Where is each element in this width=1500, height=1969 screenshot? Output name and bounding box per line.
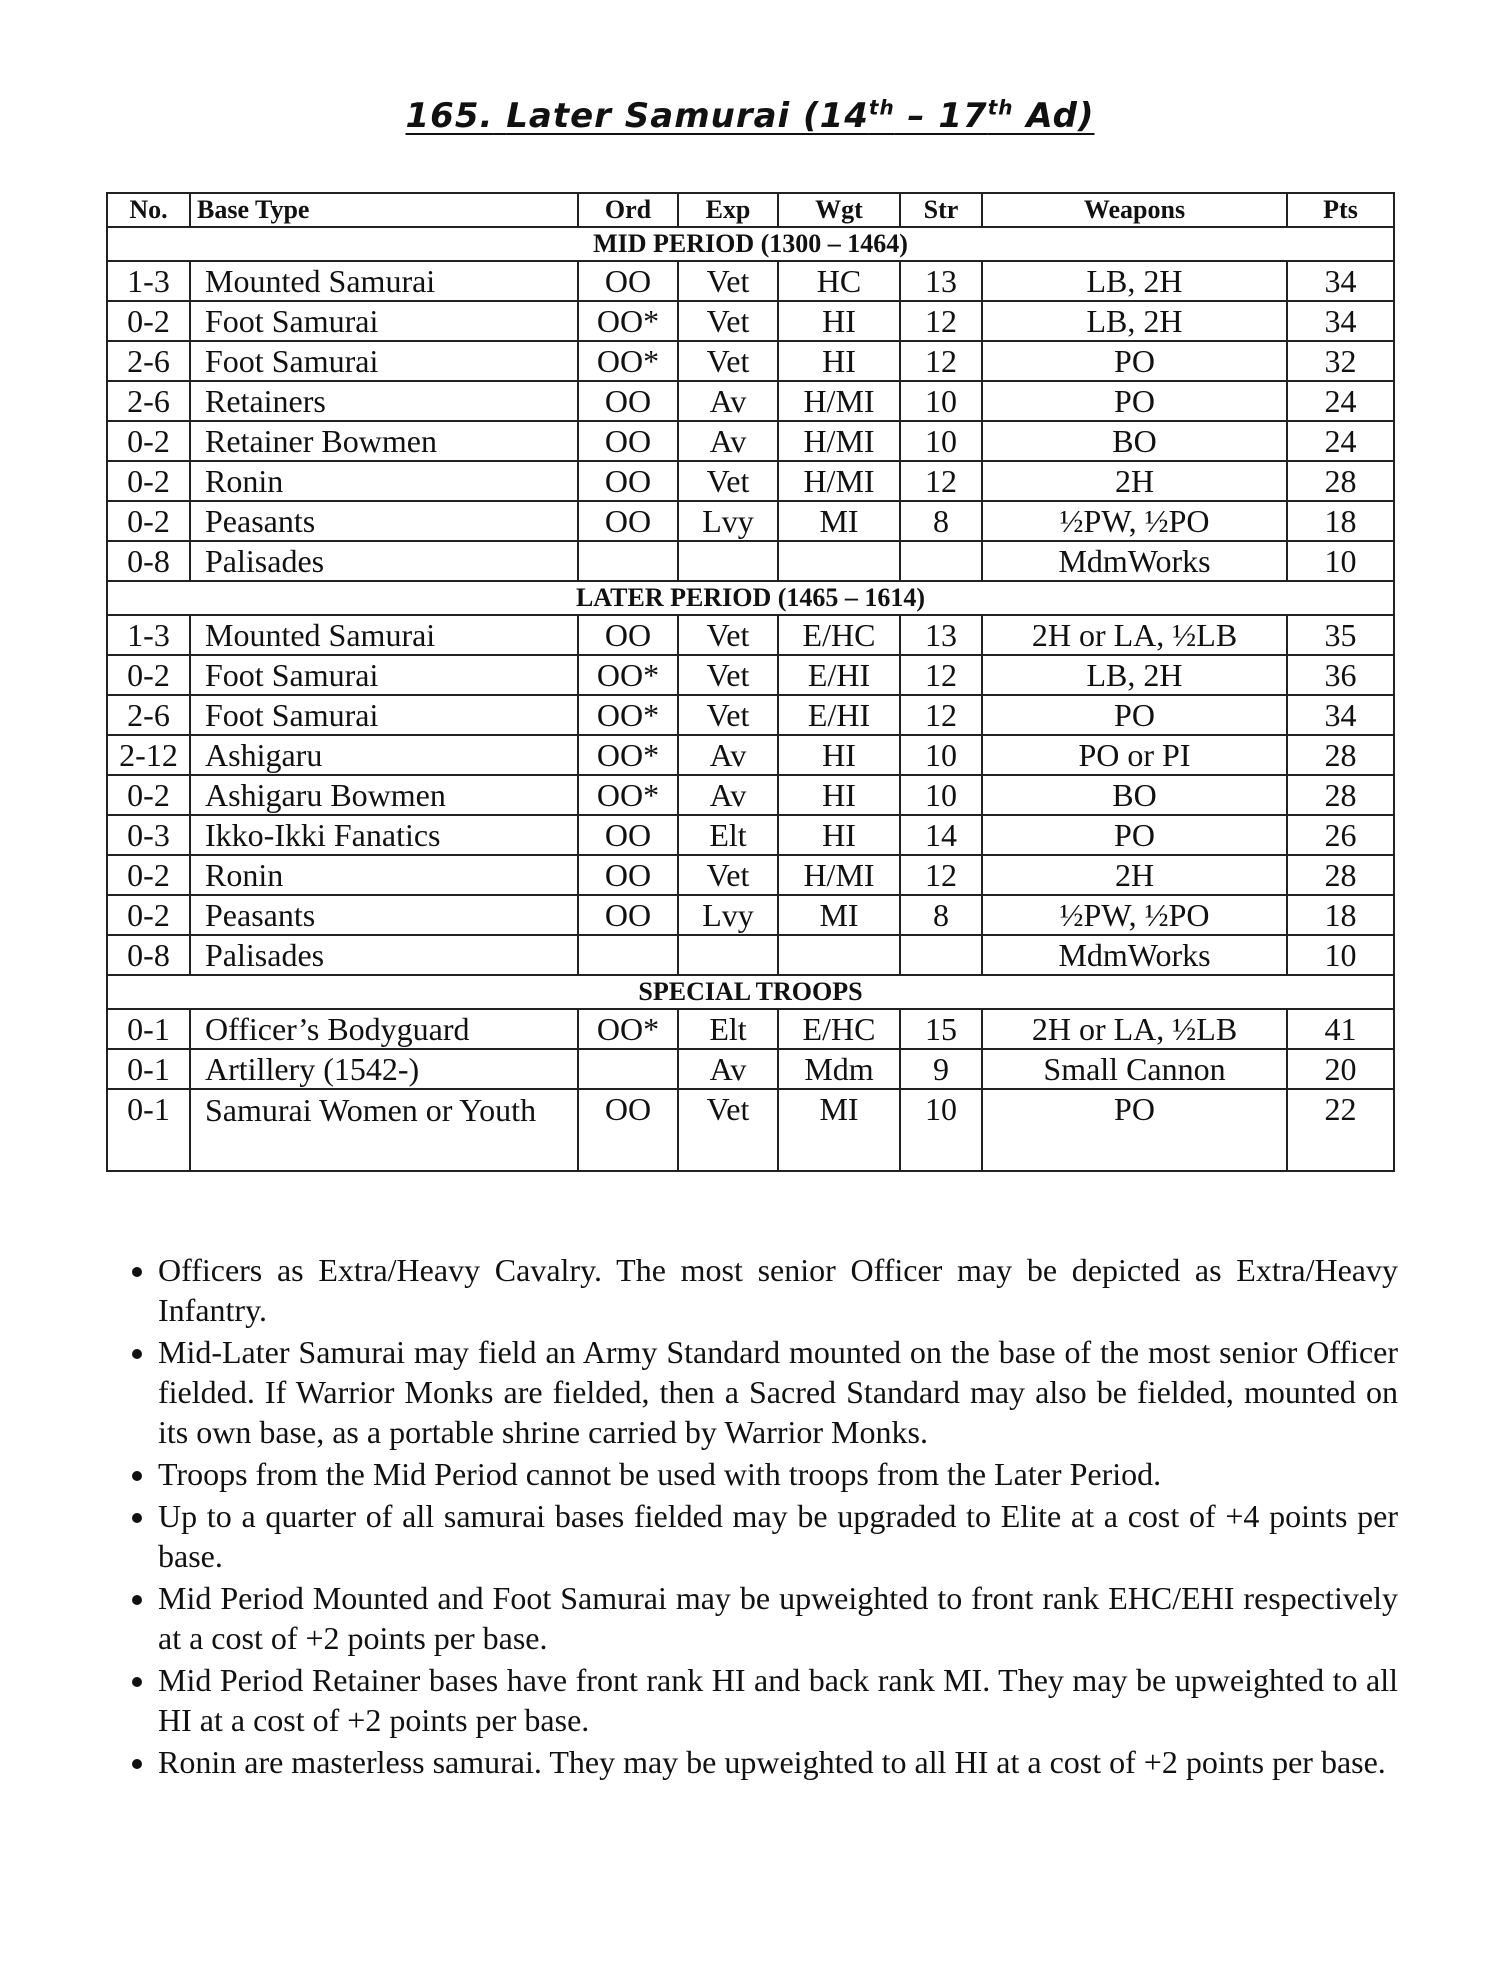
cell-wgt: [778, 935, 900, 975]
cell-ord: OO*: [578, 735, 678, 775]
header-str: Str: [900, 193, 982, 227]
section-label: MID PERIOD (1300 – 1464): [107, 227, 1394, 261]
cell-pts: 35: [1287, 615, 1394, 655]
cell-no: 2-6: [107, 341, 190, 381]
cell-pts: 18: [1287, 501, 1394, 541]
cell-ord: OO*: [578, 301, 678, 341]
cell-no: 0-8: [107, 935, 190, 975]
cell-base-type: Foot Samurai: [190, 695, 578, 735]
cell-base-type: Ronin: [190, 461, 578, 501]
cell-weapons: PO: [982, 381, 1287, 421]
note-item: • Ronin are masterless samurai. They may be upweighted to all HI at a cost of +2 points per base.: [158, 1742, 1398, 1782]
table-row: [107, 895, 1394, 935]
cell-wgt: E/HC: [778, 615, 900, 655]
cell-exp: Av: [678, 775, 778, 815]
cell-ord: OO: [578, 501, 678, 541]
cell-str: 12: [900, 695, 982, 735]
cell-base-type: Ikko-Ikki Fanatics: [190, 815, 578, 855]
note-item: • Up to a quarter of all samurai bases fielded may be upgraded to Elite at a cost of +4 points per base.: [158, 1496, 1398, 1576]
cell-base-type: Officer’s Bodyguard: [190, 1009, 578, 1049]
cell-exp: Av: [678, 1049, 778, 1089]
header-ord: Ord: [578, 193, 678, 227]
cell-pts: 20: [1287, 1049, 1394, 1089]
cell-weapons: PO or PI: [982, 735, 1287, 775]
table-row: [107, 461, 1394, 501]
cell-ord: OO*: [578, 1009, 678, 1049]
cell-wgt: MI: [778, 895, 900, 935]
cell-no: 2-12: [107, 735, 190, 775]
cell-weapons: PO: [982, 1089, 1287, 1171]
cell-weapons: MdmWorks: [982, 935, 1287, 975]
cell-base-type: Mounted Samurai: [190, 615, 578, 655]
table-header-row: [107, 193, 1394, 227]
cell-no: 1-3: [107, 615, 190, 655]
cell-pts: 28: [1287, 735, 1394, 775]
cell-str: [900, 541, 982, 581]
table-row: [107, 935, 1394, 975]
cell-exp: Vet: [678, 855, 778, 895]
cell-exp: Vet: [678, 301, 778, 341]
cell-weapons: 2H or LA, ½LB: [982, 1009, 1287, 1049]
table-row: [107, 381, 1394, 421]
cell-exp: [678, 541, 778, 581]
note-item: • Mid-Later Samurai may field an Army Standard mounted on the base of the most senior Officer fielded. If Warrior Monks are fielded, then a Sacred Standard may also be fielded, mounted on its own base, as a portable shrine carried by Warrior Monks.: [158, 1332, 1398, 1452]
cell-exp: Elt: [678, 815, 778, 855]
title-name: Later Samurai (14: [506, 96, 869, 137]
cell-weapons: LB, 2H: [982, 261, 1287, 301]
cell-str: [900, 935, 982, 975]
table-row: [107, 1009, 1394, 1049]
cell-no: 0-2: [107, 301, 190, 341]
cell-exp: [678, 935, 778, 975]
cell-exp: Vet: [678, 615, 778, 655]
cell-str: 10: [900, 381, 982, 421]
cell-base-type: Peasants: [190, 895, 578, 935]
cell-pts: 22: [1287, 1089, 1394, 1171]
cell-base-type: Ashigaru Bowmen: [190, 775, 578, 815]
table-row: [107, 541, 1394, 581]
cell-pts: 10: [1287, 541, 1394, 581]
cell-pts: 41: [1287, 1009, 1394, 1049]
cell-ord: OO: [578, 895, 678, 935]
cell-ord: OO: [578, 815, 678, 855]
cell-exp: Vet: [678, 461, 778, 501]
header-exp: Exp: [678, 193, 778, 227]
section-label: LATER PERIOD (1465 – 1614): [107, 581, 1394, 615]
cell-wgt: H/MI: [778, 421, 900, 461]
cell-exp: Av: [678, 381, 778, 421]
cell-base-type: Foot Samurai: [190, 341, 578, 381]
cell-exp: Elt: [678, 1009, 778, 1049]
cell-ord: [578, 1049, 678, 1089]
cell-pts: 36: [1287, 655, 1394, 695]
cell-str: 13: [900, 261, 982, 301]
cell-wgt: Mdm: [778, 1049, 900, 1089]
cell-weapons: Small Cannon: [982, 1049, 1287, 1089]
cell-wgt: E/HI: [778, 695, 900, 735]
cell-base-type: Retainers: [190, 381, 578, 421]
cell-no: 0-8: [107, 541, 190, 581]
cell-weapons: 2H: [982, 855, 1287, 895]
cell-ord: OO: [578, 461, 678, 501]
cell-str: 10: [900, 1089, 982, 1171]
cell-no: 0-2: [107, 655, 190, 695]
cell-wgt: [778, 541, 900, 581]
cell-weapons: BO: [982, 421, 1287, 461]
table-row: [107, 815, 1394, 855]
cell-pts: 18: [1287, 895, 1394, 935]
cell-pts: 28: [1287, 855, 1394, 895]
cell-exp: Vet: [678, 1089, 778, 1171]
cell-pts: 28: [1287, 775, 1394, 815]
cell-str: 12: [900, 855, 982, 895]
cell-ord: OO*: [578, 775, 678, 815]
cell-base-type: Retainer Bowmen: [190, 421, 578, 461]
cell-wgt: HI: [778, 735, 900, 775]
table-row: [107, 655, 1394, 695]
cell-pts: 24: [1287, 421, 1394, 461]
table-row: [107, 341, 1394, 381]
cell-weapons: ½PW, ½PO: [982, 895, 1287, 935]
cell-no: 2-6: [107, 381, 190, 421]
notes-list: [110, 1250, 1398, 1784]
cell-pts: 34: [1287, 695, 1394, 735]
cell-no: 0-2: [107, 421, 190, 461]
cell-exp: Vet: [678, 261, 778, 301]
cell-wgt: E/HI: [778, 655, 900, 695]
table-row: [107, 855, 1394, 895]
cell-no: 0-2: [107, 501, 190, 541]
title-dash: – 17: [894, 96, 988, 137]
cell-wgt: MI: [778, 501, 900, 541]
table-row: [107, 615, 1394, 655]
cell-base-type: Samurai Women or Youth: [190, 1089, 578, 1171]
cell-weapons: MdmWorks: [982, 541, 1287, 581]
header-weapons: Weapons: [982, 193, 1287, 227]
cell-no: 0-2: [107, 855, 190, 895]
title-sup-1: th: [868, 96, 895, 120]
cell-str: 10: [900, 775, 982, 815]
cell-ord: OO: [578, 855, 678, 895]
cell-base-type: Mounted Samurai: [190, 261, 578, 301]
cell-exp: Av: [678, 735, 778, 775]
note-item: • Mid Period Retainer bases have front rank HI and back rank MI. They may be upweighted to all HI at a cost of +2 points per base.: [158, 1660, 1398, 1740]
cell-str: 10: [900, 735, 982, 775]
title-number: 165.: [405, 96, 494, 137]
cell-str: 12: [900, 461, 982, 501]
note-item: • Troops from the Mid Period cannot be used with troops from the Later Period.: [158, 1454, 1398, 1494]
table-row: [107, 421, 1394, 461]
cell-pts: 32: [1287, 341, 1394, 381]
page-title: [0, 96, 1500, 136]
note-item: • Officers as Extra/Heavy Cavalry. The most senior Officer may be depicted as Extra/Heavy Infantry.: [158, 1250, 1398, 1330]
cell-ord: [578, 541, 678, 581]
cell-base-type: Palisades: [190, 541, 578, 581]
cell-ord: OO: [578, 421, 678, 461]
section-label: SPECIAL TROOPS: [107, 975, 1394, 1009]
cell-weapons: 2H or LA, ½LB: [982, 615, 1287, 655]
cell-wgt: H/MI: [778, 381, 900, 421]
cell-str: 8: [900, 895, 982, 935]
cell-weapons: PO: [982, 341, 1287, 381]
cell-str: 13: [900, 615, 982, 655]
cell-no: 0-3: [107, 815, 190, 855]
title-sup-2: th: [987, 96, 1014, 120]
cell-base-type: Artillery (1542-): [190, 1049, 578, 1089]
section-row: [107, 581, 1394, 615]
cell-exp: Lvy: [678, 895, 778, 935]
table-row: [107, 1089, 1394, 1171]
cell-base-type: Foot Samurai: [190, 301, 578, 341]
cell-no: 1-3: [107, 261, 190, 301]
cell-ord: OO: [578, 1089, 678, 1171]
cell-str: 14: [900, 815, 982, 855]
cell-base-type: Ronin: [190, 855, 578, 895]
header-base-type: Base Type: [190, 193, 578, 227]
section-row: [107, 975, 1394, 1009]
cell-exp: Av: [678, 421, 778, 461]
cell-str: 8: [900, 501, 982, 541]
table-row: [107, 735, 1394, 775]
cell-wgt: HI: [778, 341, 900, 381]
cell-no: 0-2: [107, 895, 190, 935]
cell-weapons: 2H: [982, 461, 1287, 501]
cell-wgt: HC: [778, 261, 900, 301]
cell-wgt: E/HC: [778, 1009, 900, 1049]
table-row: [107, 695, 1394, 735]
cell-weapons: PO: [982, 695, 1287, 735]
cell-pts: 34: [1287, 301, 1394, 341]
cell-weapons: LB, 2H: [982, 655, 1287, 695]
cell-base-type: Peasants: [190, 501, 578, 541]
cell-ord: OO*: [578, 341, 678, 381]
table-body: [107, 227, 1394, 1171]
cell-wgt: HI: [778, 301, 900, 341]
cell-str: 15: [900, 1009, 982, 1049]
table-row: [107, 301, 1394, 341]
table-row: [107, 261, 1394, 301]
cell-str: 12: [900, 301, 982, 341]
note-item: • Mid Period Mounted and Foot Samurai may be upweighted to front rank EHC/EHI respectively at a cost of +2 points per base.: [158, 1578, 1398, 1658]
cell-exp: Vet: [678, 695, 778, 735]
cell-ord: [578, 935, 678, 975]
cell-exp: Lvy: [678, 501, 778, 541]
table-row: [107, 501, 1394, 541]
cell-ord: OO: [578, 615, 678, 655]
cell-ord: OO: [578, 381, 678, 421]
cell-wgt: H/MI: [778, 461, 900, 501]
table-row: [107, 1049, 1394, 1089]
cell-weapons: LB, 2H: [982, 301, 1287, 341]
cell-pts: 26: [1287, 815, 1394, 855]
cell-base-type: Ashigaru: [190, 735, 578, 775]
section-row: [107, 227, 1394, 261]
cell-pts: 24: [1287, 381, 1394, 421]
cell-ord: OO: [578, 261, 678, 301]
cell-weapons: ½PW, ½PO: [982, 501, 1287, 541]
cell-str: 10: [900, 421, 982, 461]
cell-str: 12: [900, 655, 982, 695]
cell-pts: 28: [1287, 461, 1394, 501]
cell-base-type: Palisades: [190, 935, 578, 975]
cell-no: 0-1: [107, 1049, 190, 1089]
cell-no: 0-1: [107, 1089, 190, 1171]
cell-wgt: HI: [778, 815, 900, 855]
cell-no: 0-2: [107, 461, 190, 501]
cell-wgt: MI: [778, 1089, 900, 1171]
header-no: No.: [107, 193, 190, 227]
cell-wgt: H/MI: [778, 855, 900, 895]
cell-no: 2-6: [107, 695, 190, 735]
army-list-table: [106, 192, 1395, 1172]
table-row: [107, 775, 1394, 815]
cell-pts: 10: [1287, 935, 1394, 975]
header-pts: Pts: [1287, 193, 1394, 227]
cell-weapons: PO: [982, 815, 1287, 855]
cell-exp: Vet: [678, 341, 778, 381]
cell-wgt: HI: [778, 775, 900, 815]
cell-pts: 34: [1287, 261, 1394, 301]
cell-base-type: Foot Samurai: [190, 655, 578, 695]
cell-ord: OO*: [578, 695, 678, 735]
cell-weapons: BO: [982, 775, 1287, 815]
cell-str: 9: [900, 1049, 982, 1089]
cell-str: 12: [900, 341, 982, 381]
cell-exp: Vet: [678, 655, 778, 695]
cell-ord: OO*: [578, 655, 678, 695]
header-wgt: Wgt: [778, 193, 900, 227]
cell-no: 0-2: [107, 775, 190, 815]
cell-no: 0-1: [107, 1009, 190, 1049]
title-suffix: Ad): [1013, 96, 1095, 137]
